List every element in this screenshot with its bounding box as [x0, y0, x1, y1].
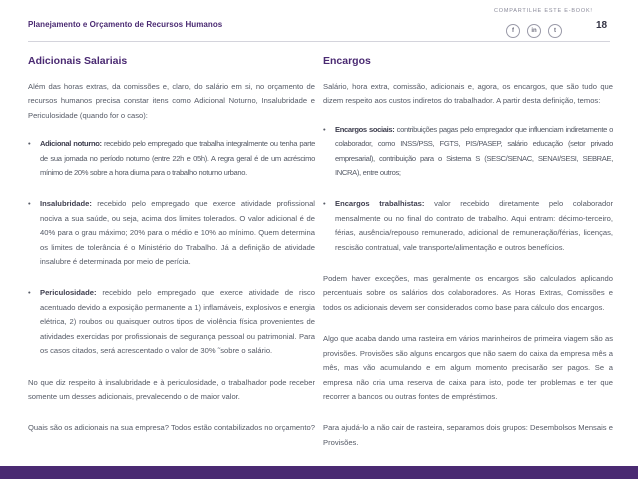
linkedin-icon[interactable]: in: [527, 24, 541, 38]
question-paragraph: Quais são os adicionais na sua empresa? Todos estão contabilizados no orçamento?: [28, 423, 315, 433]
item-term: Encargos trabalhistas:: [335, 199, 425, 209]
list-item: [28, 286, 315, 358]
adicionais-list: [28, 137, 315, 358]
right-column: [323, 55, 613, 450]
intro-paragraph: Salário, hora extra, comissão, adicionais e, agora, os encargos, que são tudo que dizem respeito aos custos indiretos do trabalhador. A partir desta definição, temos:: [323, 82, 613, 106]
section-title-encargos: Encargos: [323, 55, 371, 67]
document-title: Planejamento e Orçamento de Recursos Humanos: [28, 20, 223, 29]
item-term: Periculosidade:: [40, 288, 97, 298]
item-text: recebido pelo empregado que trabalha integralmente ou tenha parte de sua jornada no período noturno (entre 22h e 05h). A regra geral é de um acréscimo mínimo de 20% sobre a hora diurna para o trabalho noturno urbano.: [40, 139, 315, 178]
item-term: Adicional noturno:: [40, 139, 102, 149]
body-paragraph: Para ajudá-lo a não cair de rasteira, separamos dois grupos: Desembolsos Mensais e Provisões.: [323, 423, 613, 447]
body-paragraph: Podem haver exceções, mas geralmente os encargos são calculados aplicando percentuais sobre os salários dos colaboradores. As Horas Extras, Comissões e todos os adicionais devem ser considerados como base para cálculo dos encargos.: [323, 274, 613, 312]
item-text: recebido pelo empregado que exerce atividade de risco acentuado devido a exposição permanente a 1) inflamáveis, explosivos e energia elétrica, 2) roubos ou quaisquer outros tipos de violência física provenientes de atividades exercidas por profissionais de segurança pessoal ou patrimonial. Para os casos citados, será acrescentado o valor de 30% ˜sobre o salário.: [40, 288, 315, 356]
item-term: Encargos sociais:: [335, 124, 395, 134]
item-text: valor recebido diretamente pelo colaborador mensalmente ou no final do contrato de trabalho. Aqui entram: décimo-terceiro, férias, ausência/repouso remunerado, adicional de remuneração/férias, licenças, rescisão contratual, vale transporte/alimentação e outros benefícios.: [335, 199, 614, 252]
header-divider: [28, 41, 610, 42]
section-title-adicionais: Adicionais Salariais: [28, 55, 128, 67]
left-column: [28, 55, 315, 436]
item-term: Insalubridade:: [40, 199, 92, 209]
intro-paragraph: Além das horas extras, da comissões e, claro, do salário em si, no orçamento de recursos humanos precisa constar itens como Adicional Noturno, Insalubridade e Periculosidade (quando for o caso):: [28, 82, 315, 120]
share-icons: [506, 24, 562, 38]
page-number: 18: [596, 20, 608, 31]
body-paragraph: Algo que acaba dando uma rasteira em vários marinheiros de primeira viagem são as provisões. Provisões são alguns encargos que não saem do caixa da empresa mês a mês, mas vão acumulando e em algum momento precisarão ser pagos. Se a empresa não cria uma reserva de caixa para isto, pode ter problemas e ter que recorrer a bancos ou outras fontes de empréstimos.: [323, 334, 613, 401]
share-label: COMPARTILHE ESTE E-BOOK!: [494, 8, 593, 14]
twitter-icon[interactable]: t: [548, 24, 562, 38]
list-item: [28, 197, 315, 269]
list-item: [28, 137, 315, 180]
facebook-icon[interactable]: f: [506, 24, 520, 38]
footer-bar: [0, 466, 638, 479]
encargos-list: [323, 123, 613, 255]
list-item: [323, 123, 613, 181]
list-item: [323, 197, 613, 255]
item-text: contribuições pagas pelo empregador que influenciam indiretamente o colaborador, como INSS/PSS, FGTS, PIS/PASEP, salário educação (setor privado empresarial), contribuição para o Sistema S (SESC/SENAC, SENAI/SESI, SEBRAE, INCRA), entre outros;: [335, 124, 614, 178]
item-text: recebido pelo empregado que exerce atividade profissional nociva a sua saúde, ou seja, acima dos limites tolerados. O valor adicional é de 40% para o grau máximo; 20% para o médio e 10% ao mínimo. Quem determina os limites de tolerância é o Ministério do Trabalho. Já a definição de atividade insalubre é determinada por meio de perícia.: [40, 199, 315, 267]
note-paragraph: No que diz respeito à insalubridade e à periculosidade, o trabalhador pode receber somente um desses adicionais, prevalecendo o de maior valor.: [28, 377, 315, 401]
